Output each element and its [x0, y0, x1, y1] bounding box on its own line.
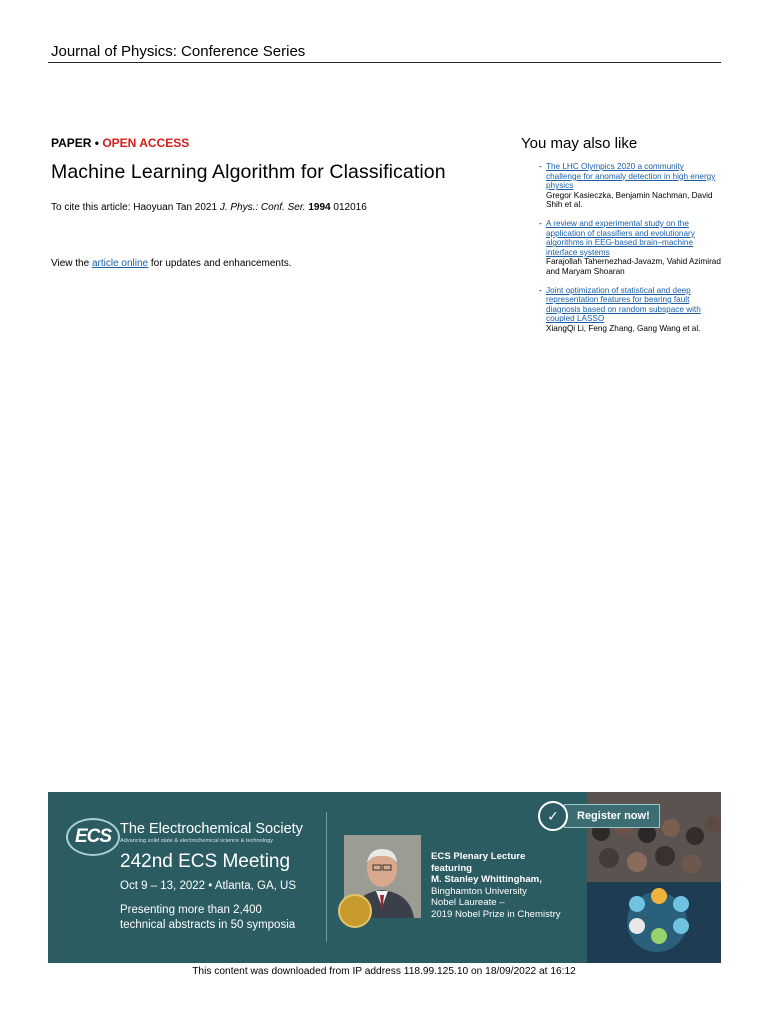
related-bullet: -	[539, 218, 542, 228]
checkmark-icon: ✓	[538, 801, 568, 831]
ad-meeting-title: 242nd ECS Meeting	[120, 851, 291, 872]
citation-line	[51, 202, 367, 213]
related-link[interactable]: Joint optimization of statistical and deep representation features for bearing fault diagnosis based on random subspace with coupled LASSO	[546, 285, 701, 324]
related-bullet: -	[539, 285, 542, 295]
related-item	[521, 162, 721, 210]
view-suffix: for updates and enhancements.	[148, 258, 292, 269]
register-label: Register now!	[564, 804, 660, 828]
nobel-medal-icon	[338, 894, 372, 928]
ad-organization: The Electrochemical Society	[120, 821, 303, 837]
ecs-logo: ECS	[66, 818, 120, 856]
ecs-meeting-ad-banner[interactable]	[48, 792, 721, 963]
lecture-line: 2019 Nobel Prize in Chemistry	[431, 908, 561, 920]
related-bullet: -	[539, 162, 542, 171]
related-item	[521, 286, 721, 334]
ad-dates: Oct 9 – 13, 2022 • Atlanta, GA, US	[120, 880, 296, 892]
related-link[interactable]: The LHC Olympics 2020 a community challenge for anomaly detection in high energy physics	[546, 162, 716, 191]
paper-type-label	[51, 136, 189, 150]
lecture-line: featuring	[431, 862, 473, 874]
view-online-line	[51, 258, 292, 269]
related-authors: Farajollah Tahernezhad-Javazm, Vahid Azimirad and Maryam Shoaran	[546, 257, 721, 276]
register-button[interactable]	[538, 801, 660, 831]
citation-prefix: To cite this article: Haoyuan Tan 2021	[51, 202, 220, 213]
related-heading: You may also like	[521, 135, 638, 152]
header-divider	[48, 62, 721, 63]
download-note: This content was downloaded from IP address 118.99.125.10 on 18/09/2022 at 16:12	[192, 966, 576, 977]
related-authors: XiangQi Li, Feng Zhang, Gang Wang et al.	[546, 323, 701, 333]
ad-lecture-info	[431, 851, 561, 920]
related-authors: Gregor Kasieczka, Benjamin Nachman, David Shih et al.	[546, 190, 713, 210]
ad-presenting-line: technical abstracts in 50 symposia	[120, 918, 296, 931]
citation-volume: 1994	[308, 202, 331, 213]
related-articles-panel	[521, 135, 721, 343]
lecture-line: Nobel Laureate –	[431, 897, 505, 908]
lecture-line: Binghamton University	[431, 885, 527, 897]
article-title: Machine Learning Algorithm for Classification	[51, 161, 446, 183]
related-item	[521, 219, 721, 277]
ad-divider	[326, 812, 327, 942]
ad-presenting-line: Presenting more than 2,400	[120, 904, 262, 916]
related-link[interactable]: A review and experimental study on the application of classifiers and evolutionary algorithms in EEG-based brain–machine interface systems	[546, 218, 695, 257]
lecture-line: ECS Plenary Lecture	[431, 851, 526, 862]
ad-tagline: Advancing solid state & electrochemical science & technology	[120, 838, 273, 844]
label-separator: •	[91, 136, 103, 150]
journal-title: Journal of Physics: Conference Series	[51, 43, 306, 60]
lecture-speaker: M. Stanley Whittingham,	[431, 874, 542, 885]
open-access-label: OPEN ACCESS	[102, 136, 190, 150]
paper-label: PAPER	[51, 136, 92, 150]
citation-journal: J. Phys.: Conf. Ser.	[219, 202, 306, 213]
view-prefix: View the	[51, 258, 92, 269]
article-online-link[interactable]: article online	[91, 258, 149, 269]
citation-number: 012016	[330, 202, 367, 213]
ad-presenting-text	[120, 903, 295, 932]
